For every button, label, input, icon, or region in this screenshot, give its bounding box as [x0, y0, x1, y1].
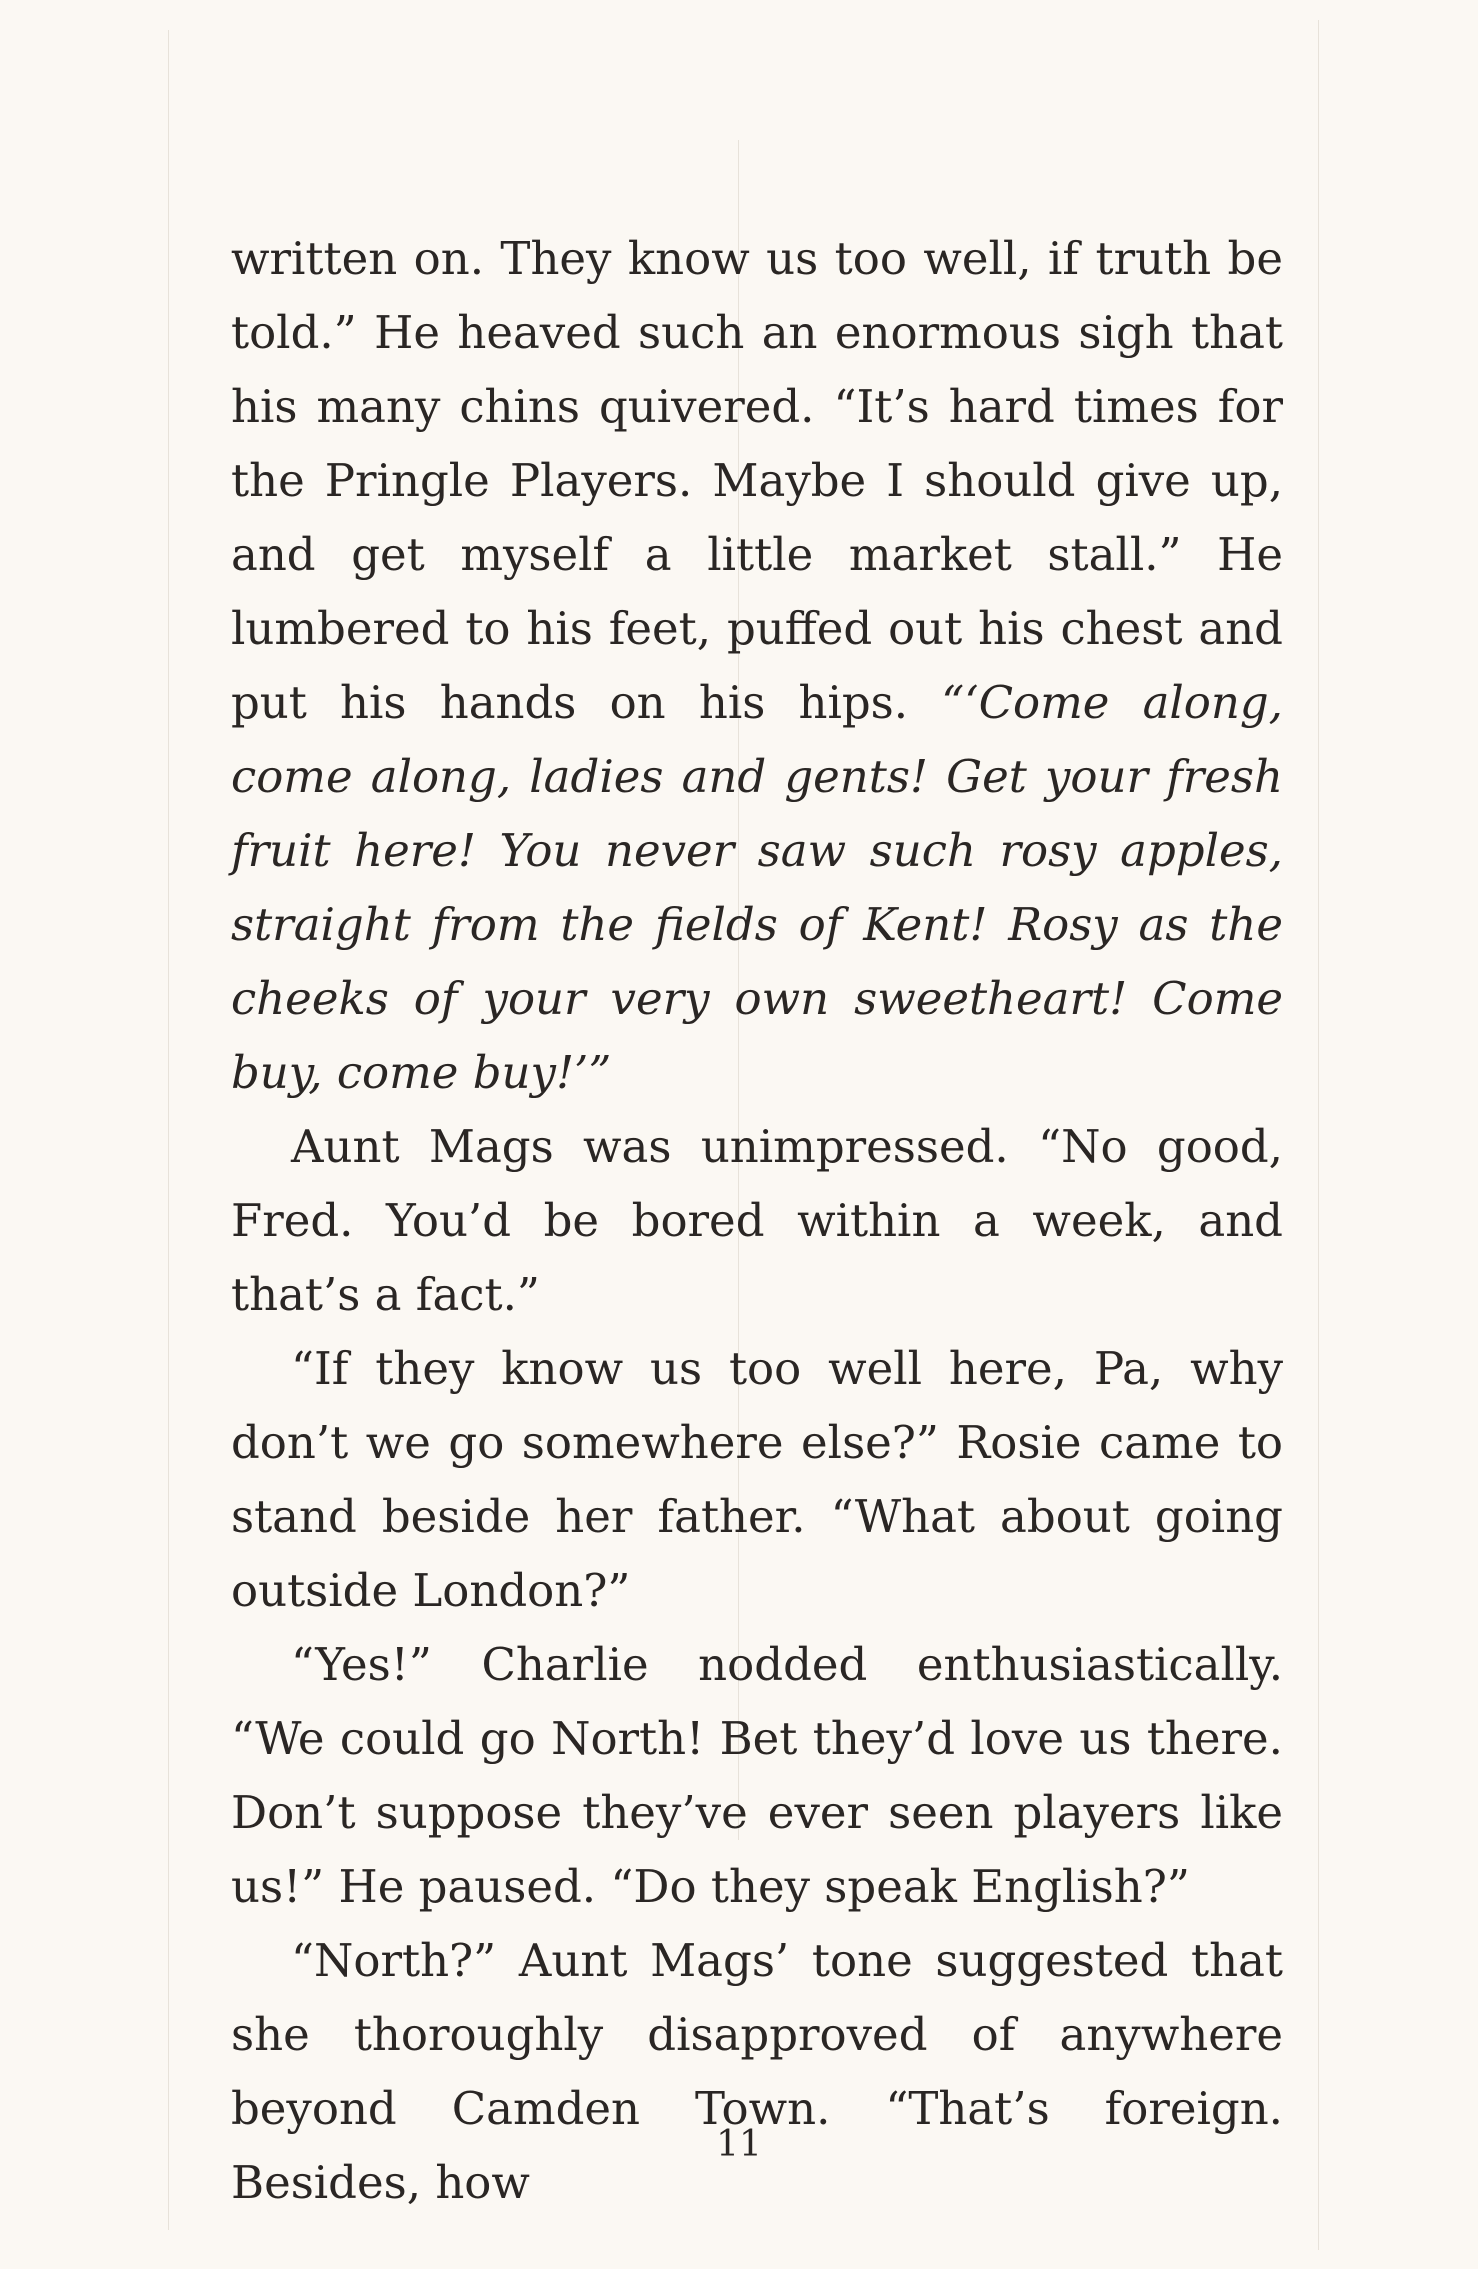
paragraph-4: “Yes!” Charlie nodded enthusiastically. “We could go North! Bet they’d love us there. Don’t suppose they’ve ever seen players like us!” He paused. “Do they speak English?”: [231, 1638, 1283, 1913]
paragraph-5: “North?” Aunt Mags’ tone suggested that she thoroughly disapproved of anywhere beyond Camden Town. “That’s foreign. Besides, how: [231, 1934, 1283, 2209]
page-number: 11: [716, 2124, 762, 2165]
scan-artifact-line: [1318, 20, 1319, 2250]
scan-artifact-line: [168, 30, 169, 2230]
paragraph-1-narration: written on. They know us too well, if truth be told.” He heaved such an enormous sigh that his many chins quivered. “It’s hard times for the Pringle Players. Maybe I should give up, and get myself a little market stall.” He lumbered to his feet, puffed out his chest and put his hands on his hips.: [231, 232, 1283, 729]
body-text: [231, 222, 1283, 2220]
paragraph-2: Aunt Mags was unimpressed. “No good, Fred. You’d be bored within a week, and that’s a fact.”: [231, 1120, 1283, 1321]
paragraph-1: [231, 222, 1283, 1110]
paragraph-3: “If they know us too well here, Pa, why don’t we go somewhere else?” Rosie came to stand beside her father. “What about going outside London?”: [231, 1342, 1283, 1617]
market-song-italic: “‘Come along, come along, ladies and gents! Get your fresh fruit here! You never saw such rosy apples, straight from the fields of Kent! Rosy as the cheeks of your very own sweetheart! Come buy, come buy!’”: [231, 676, 1283, 1099]
